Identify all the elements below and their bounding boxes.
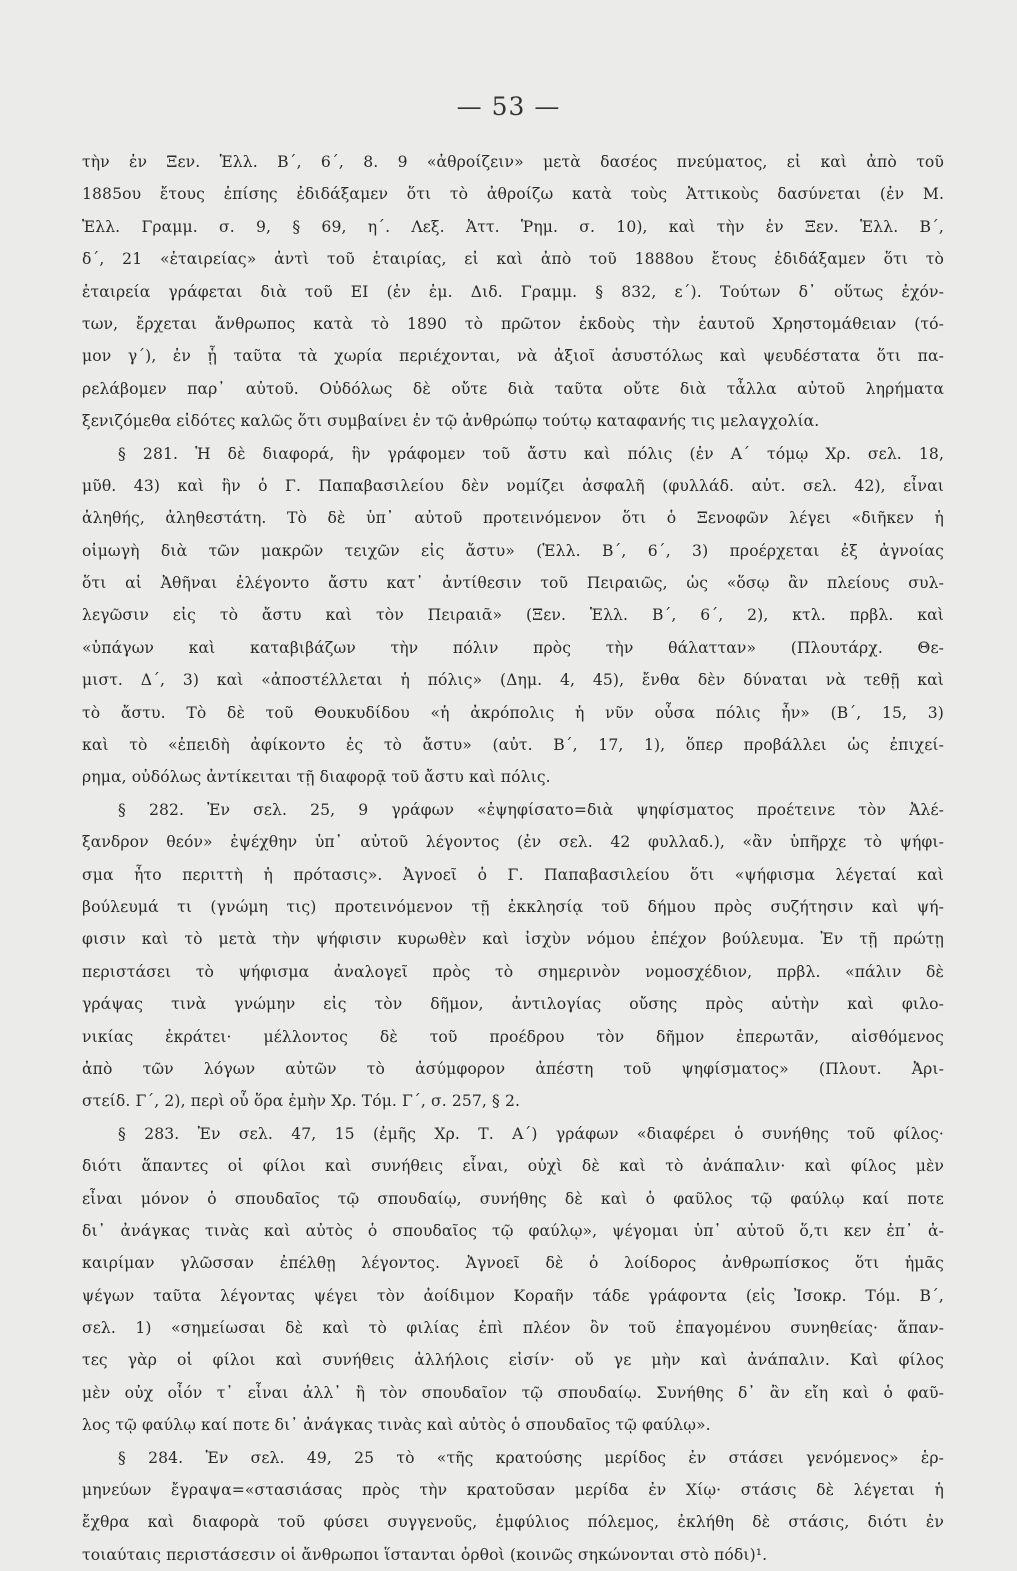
text-line: ἀληθής, ἀληθεστάτη. Τὸ δὲ ὑπ᾽ αὐτοῦ προτεινόμενον ὅτι ὁ Ξενοφῶν λέγει «διῆκεν ἡ bbox=[82, 509, 944, 528]
text-line: ἑταιρεία γράφεται διὰ τοῦ ΕΙ (ἐν ἐμ. Διδ. Γραμμ. § 832, ε΄). Τούτων δ᾽ οὕτως ἐχόν- bbox=[82, 282, 944, 301]
text-line: δι᾽ ἀνάγκας τινὰς καὶ αὐτὸς ὁ σπουδαῖος τῷ φαύλῳ», ψέγομαι ὑπ᾽ αὐτοῦ ὅ,τι κεν ἐπ᾽ ἀ- bbox=[82, 1221, 944, 1240]
text-line: τοιαύταις περιστάσεσιν οἱ ἄνθρωποι ἵστανται ὀρθοὶ (κοινῶς σηκώνονται στὸ πόδι)¹. bbox=[82, 1545, 768, 1564]
text-line: 1885ου ἔτους ἐπίσης ἐδιδάξαμεν ὅτι τὸ ἀθροίζω κατὰ τοὺς Ἀττικοὺς δασύνεται (ἐν Μ. bbox=[82, 185, 944, 204]
paragraph-start-284: § 284. Ἐν σελ. 49, 25 τὸ «τῆς κρατούσης μερίδος ἐν στάσει γενόμενος» ἑρ- bbox=[118, 1448, 944, 1467]
text-line: ξανδρον θεόν» ἐψέχθην ὑπ᾽ αὐτοῦ λέγοντος (ἐν σελ. 42 φυλλαδ.), «ἂν ὑπῆρχε τὸ ψήφι- bbox=[82, 833, 944, 852]
text-line: «ὑπάγων καὶ καταβιβάζων τὴν πόλιν πρὸς τὴν θάλατταν» (Πλουτάρχ. Θε- bbox=[82, 638, 944, 657]
text-line: λος τῷ φαύλῳ καί ποτε δι᾽ ἀνάγκας τινὰς καὶ αὐτὸς ὁ σπουδαῖος τῷ φαύλῳ». bbox=[82, 1416, 711, 1435]
text-line: μιστ. Δ΄, 3) καὶ «ἀποστέλλεται ἡ πόλις» (Δημ. 4, 45), ἔνθα δὲν δύναται νὰ τεθῇ καὶ bbox=[82, 671, 944, 690]
text-line: σμα ἦτο περιττὴ ἡ πρότασις». Ἀγνοεῖ ὁ Γ. Παπαβασιλείου ὅτι «ψήφισμα λέγεταί καὶ bbox=[82, 865, 944, 884]
text-line: λεγῶσιν εἰς τὸ ἄστυ καὶ τὸν Πειραιᾶ» (Ξεν. Ἑλλ. Β΄, 6΄, 2), κτλ. πρβλ. καὶ bbox=[82, 606, 944, 625]
text-line: φισιν καὶ τὸ μετὰ τὴν ψήφισιν κυρωθὲν καὶ ἰσχὺν νόμου ἐπέχον βούλευμα. Ἐν τῇ πρώτῃ bbox=[82, 930, 944, 949]
text-line: βούλευμά τι (γνώμη τις) προτεινόμενον τῇ ἐκκλησίᾳ τοῦ δήμου πρὸς συζήτησιν καὶ ψή- bbox=[82, 897, 944, 916]
text-line: δ΄, 21 «ἑταιρείας» ἀντὶ τοῦ ἑταιρίας, εἰ καὶ ἀπὸ τοῦ 1888ου ἔτους ἐδιδάξαμεν ὅτι τὸ bbox=[82, 250, 944, 269]
text-line: σελ. 1) «σημείωσαι δὲ καὶ τὸ φιλίας ἐπὶ πλέον ὂν τοῦ ἐπαγομένου συνηθείας· ἅπαν- bbox=[82, 1319, 944, 1338]
text-line: νικίας ἐκράτει· μέλλοντος δὲ τοῦ προέδρου τὸν δῆμον ἐπερωτᾶν, αἰσθόμενος bbox=[82, 1027, 944, 1046]
text-line: ρελάβομεν παρ᾽ αὐτοῦ. Οὐδόλως δὲ οὔτε διὰ ταῦτα οὔτε διὰ τἆλλα αὐτοῦ ληρήματα bbox=[82, 379, 944, 398]
text-line: των, ἔρχεται ἄνθρωπος κατὰ τὸ 1890 τὸ πρῶτον ἐκδοὺς τὴν ἑαυτοῦ Χρηστομάθειαν (τό- bbox=[82, 314, 944, 333]
text-line: στείδ. Γ΄, 2), περὶ οὗ ὅρα ἐμὴν Χρ. Τόμ. Γ΄, σ. 257, § 2. bbox=[82, 1092, 521, 1111]
text-line: μῦθ. 43) καὶ ἣν ὁ Γ. Παπαβασιλείου δὲν νομίζει ἀσφαλῆ (φυλλάδ. αὐτ. σελ. 42), εἶναι bbox=[82, 476, 944, 495]
text-line: τες γὰρ οἱ φίλοι καὶ συνήθεις ἀλλήλοις εἰσίν· οὔ γε μὴν καὶ ἀνάπαλιν. Καὶ φίλος bbox=[82, 1351, 944, 1370]
text-line: οἰμωγὴ διὰ τῶν μακρῶν τειχῶν εἰς ἄστυ» (Ἑλλ. Β΄, 6΄, 3) προέρχεται ἐξ ἀγνοίας bbox=[82, 541, 944, 560]
text-line: καιρίμαν γλῶσσαν ἐπέλθῃ λέγοντος. Ἀγνοεῖ δὲ ὁ λοίδορος ἀνθρωπίσκος ὅτι ἡμᾶς bbox=[82, 1254, 944, 1273]
text-line: ἀπὸ τῶν λόγων αὐτῶν τὸ ἀσύμφορον ἀπέστη τοῦ ψηφίσματος» (Πλουτ. Ἀρι- bbox=[82, 1059, 944, 1078]
text-line: μὲν οὐχ οἷόν τ᾽ εἶναι ἀλλ᾽ ἢ τὸν σπουδαῖον τῷ σπουδαίῳ. Συνήθης δ᾽ ἂν εἴη καὶ ὁ φαῦ- bbox=[82, 1383, 944, 1402]
text-line: ξενιζόμεθα εἰδότες καλῶς ὅτι συμβαίνει ἐν τῷ ἀνθρώπῳ τούτῳ καταφανής τις μελαγχολία. bbox=[82, 412, 820, 431]
text-line: γράψας τινὰ γνώμην εἰς τὸν δῆμον, ἀντιλογίας οὔσης πρὸς αὐτὴν καὶ φιλο- bbox=[82, 995, 944, 1014]
text-line: Ἑλλ. Γραμμ. σ. 9, § 69, η΄. Λεξ. Ἀττ. Ῥημ. σ. 10), καὶ τὴν ἐν Ξεν. Ἑλλ. Β΄, bbox=[82, 217, 944, 236]
text-line: εἶναι μόνον ὁ σπουδαῖος τῷ σπουδαίῳ, συνήθης δὲ καὶ ὁ φαῦλος τῷ φαύλῳ καί ποτε bbox=[82, 1189, 944, 1208]
text-line: περιστάσει τὸ ψήφισμα ἀναλογεῖ πρὸς τὸ σημερινὸν νομοσχέδιον, πρβλ. «πάλιν δὲ bbox=[82, 962, 944, 981]
paragraph-start-282: § 282. Ἐν σελ. 25, 9 γράφων «ἐψηφίσατο=διὰ ψηφίσματος προέτεινε τὸν Ἀλέ- bbox=[118, 800, 944, 819]
text-line: ψέγων ταῦτα λέγοντας ψέγει τὸν ἀοίδιμον Κοραῆν τάδε γράφοντα (εἰς Ἰσοκρ. Τόμ. Β΄, bbox=[82, 1286, 944, 1305]
paragraph-start-281: § 281. Ἡ δὲ διαφορά, ἣν γράφομεν τοῦ ἄστυ καὶ πόλις (ἐν Α΄ τόμῳ Χρ. σελ. 18, bbox=[118, 444, 944, 463]
text-line: διότι ἅπαντες οἱ φίλοι καὶ συνήθεις εἶναι, οὐχὶ δὲ καὶ τὸ ἀνάπαλιν· καὶ φίλος μὲν bbox=[82, 1157, 944, 1176]
body-text bbox=[82, 146, 944, 1571]
text-line: καὶ τὸ «ἐπειδὴ ἀφίκοντο ἐς τὸ ἄστυ» (αὐτ. Β΄, 17, 1), ὅπερ προβάλλει ὡς ἐπιχεί- bbox=[82, 736, 944, 755]
text-line: τὸ ἄστυ. Τὸ δὲ τοῦ Θουκυδίδου «ἡ ἀκρόπολις ἡ νῦν οὖσα πόλις ἦν» (Β΄, 15, 3) bbox=[82, 703, 944, 722]
text-line: μηνεύων ἔγραψα=«στασιάσας πρὸς τὴν κρατοῦσαν μερίδα ἐν Χίῳ· στάσις δὲ λέγεται ἡ bbox=[82, 1481, 944, 1500]
text-line: ἔχθρα καὶ διαφορὰ τοῦ φύσει συγγενοῦς, ἐμφύλιος πόλεμος, ἐκλήθη δὲ στάσις, διότι ἐν bbox=[82, 1513, 944, 1532]
text-line: τὴν ἐν Ξεν. Ἑλλ. Β΄, 6΄, 8. 9 «ἀθροίζειν» μετὰ δασέος πνεύματος, εἰ καὶ ἀπὸ τοῦ bbox=[82, 153, 944, 171]
text-line: ὅτι αἱ Ἀθῆναι ἐλέγοντο ἄστυ κατ᾽ ἀντίθεσιν τοῦ Πειραιῶς, ὡς «ὅσῳ ἂν πλείους συλ- bbox=[82, 574, 944, 593]
page-number: — 53 — bbox=[456, 92, 561, 121]
text-line: ρημα, οὐδόλως ἀντίκειται τῇ διαφορᾷ τοῦ ἄστυ καὶ πόλις. bbox=[82, 768, 551, 787]
paragraph-start-283: § 283. Ἐν σελ. 47, 15 (ἐμῆς Χρ. Τ. Α΄) γράφων «διαφέρει ὁ συνήθης τοῦ φίλος· bbox=[118, 1124, 944, 1143]
text-line: μον γ΄), ἐν ᾗ ταῦτα τὰ χωρία περιέχονται, νὰ ἀξιοῖ ἀσυστόλως καὶ ψευδέστατα ὅτι πα- bbox=[82, 347, 944, 366]
